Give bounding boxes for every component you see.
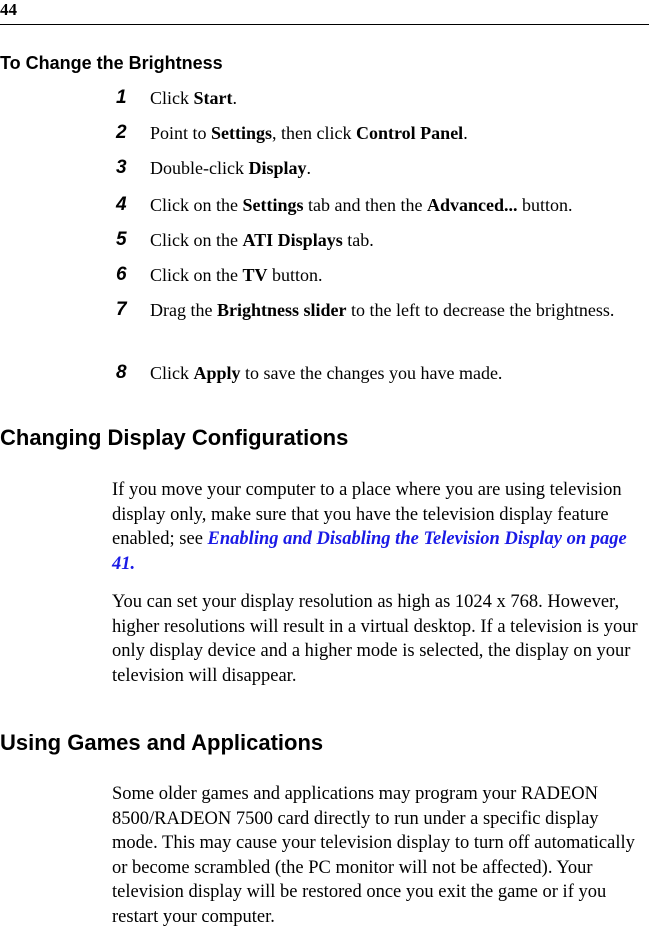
step-text: Click Apply to save the changes you have made. [150, 363, 503, 383]
step-text: Point to Settings, then click Control Panel. [150, 123, 468, 143]
step-text: Click Start. [150, 88, 237, 108]
step-text: Click on the ATI Displays tab. [150, 230, 374, 250]
ui-term: Advanced... [426, 195, 518, 215]
step-text: Drag the Brightness slider to the left to decrease the brightness. [150, 300, 615, 320]
step-1 [116, 86, 646, 110]
step-number: 6 [116, 264, 127, 285]
paragraph-text: If you move your computer to a place where you are using television display only, make sure that you have the television display feature enabled; see [112, 480, 622, 549]
step-3 [116, 156, 646, 180]
page-number: 44 [0, 0, 17, 19]
ui-term: Brightness slider [216, 300, 347, 320]
ui-term: TV [242, 265, 268, 285]
step-5 [116, 228, 646, 252]
games-paragraph: Some older games and applications may program your RADEON 8500/RADEON 7500 card directly to run under a specific display mode. This may cause your television display to turn off automatically or become scrambled (the PC monitor will not be affected). Your television display will be restored once you exit the game or if you restart your computer. [112, 784, 635, 927]
header-rule [0, 24, 649, 25]
step-number: 5 [116, 229, 127, 250]
step-7 [116, 298, 646, 322]
step-number: 4 [116, 194, 127, 215]
step-text: Click on the Settings tab and then the Advanced... button. [150, 195, 573, 215]
display-config-paragraph-2: You can set your display resolution as high as 1024 x 768. However, higher resolutions will result in a virtual desktop. If a television is your only display device and a higher mode is selected, the display on your television will disappear. [112, 592, 638, 686]
step-number: 1 [116, 87, 127, 108]
step-4 [116, 193, 646, 217]
step-text: Double-click Display. [150, 158, 311, 178]
step-8 [116, 361, 646, 385]
step-number: 8 [116, 362, 127, 383]
ui-term: ATI Displays [242, 230, 343, 250]
ui-term: Apply [193, 363, 241, 383]
brightness-heading: To Change the Brightness [0, 53, 223, 73]
ui-term: Display [248, 158, 307, 178]
ui-term: Settings [242, 195, 304, 215]
step-number: 7 [116, 299, 127, 320]
step-2 [116, 121, 646, 145]
step-number: 2 [116, 122, 127, 143]
step-number: 3 [116, 157, 127, 178]
games-heading: Using Games and Applications [0, 730, 324, 755]
display-config-paragraph-1 [112, 478, 647, 576]
cross-reference-link[interactable]: Enabling and Disabling the Television Display on page 41. [112, 529, 627, 574]
ui-term: Settings [211, 123, 273, 143]
step-6 [116, 263, 646, 287]
step-text: Click on the TV button. [150, 265, 323, 285]
ui-term: Start [193, 88, 233, 108]
display-config-heading: Changing Display Configurations [0, 425, 349, 450]
ui-term: Control Panel [356, 123, 464, 143]
